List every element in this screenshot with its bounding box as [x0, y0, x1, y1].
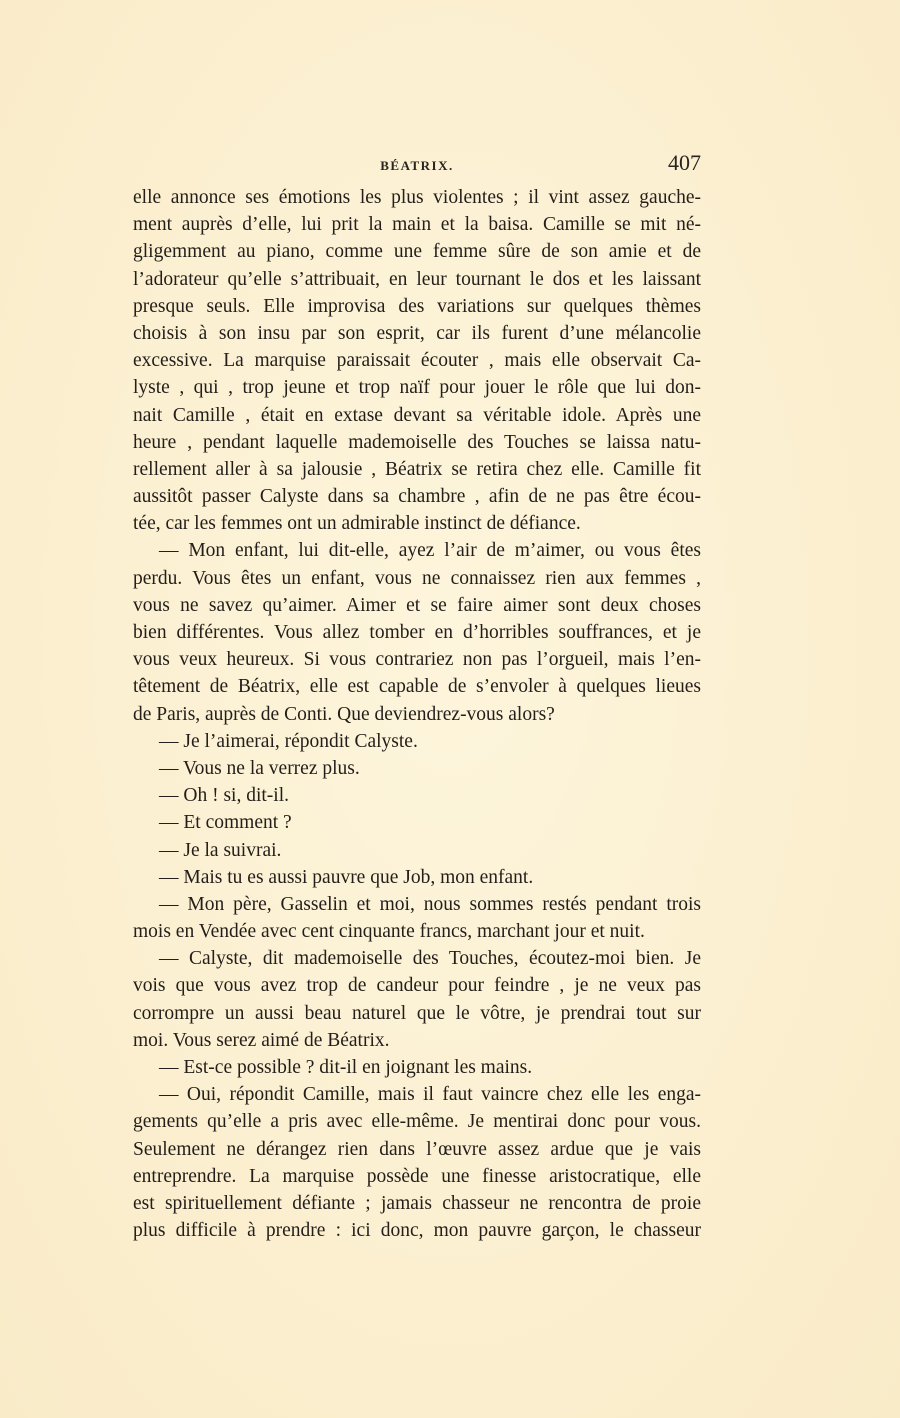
text-line: — Oui, répondit Camille, mais il faut vaincre chez elle les enga- [159, 1084, 701, 1106]
text-line: — Je la suivrai. [159, 839, 282, 861]
text-line: entreprendre. La marquise possède une finesse aristocratique, elle [133, 1165, 701, 1187]
text-line: rellement aller à sa jalousie , Béatrix se retira chez elle. Camille fit [133, 458, 701, 480]
page-header [133, 150, 701, 178]
text-line: — Je l’aimerai, répondit Calyste. [159, 730, 418, 752]
text-line: — Mon enfant, lui dit-elle, ayez l’air de m’aimer, ou vous êtes [159, 540, 701, 562]
text-line: — Oh ! si, dit-il. [159, 785, 289, 807]
text-line: — Calyste, dit mademoiselle des Touches, écoutez-moi bien. Je [159, 948, 701, 970]
text-line: moi. Vous serez aimé de Béatrix. [133, 1029, 390, 1051]
text-line: tée, car les femmes ont un admirable instinct de défiance. [133, 513, 581, 535]
text-line: lyste , qui , trop jeune et trop naïf pour jouer le rôle que lui don- [133, 377, 701, 399]
text-line: ment auprès d’elle, lui prit la main et la baisa. Camille se mit né- [133, 214, 701, 236]
text-line: elle annonce ses émotions les plus violentes ; il vint assez gauche- [133, 187, 701, 208]
text-line: — Est-ce possible ? dit-il en joignant les mains. [159, 1057, 533, 1078]
text-line: perdu. Vous êtes un enfant, vous ne connaissez rien aux femmes , [133, 567, 701, 589]
text-line: est spirituellement défiante ; jamais chasseur ne rencontra de proie [133, 1192, 701, 1214]
text-line: mois en Vendée avec cent cinquante francs, marchant jour et nuit. [133, 921, 645, 943]
text-line: l’adorateur qu’elle s’attribuait, en leur tournant le dos et les laissant [133, 268, 701, 290]
text-line: excessive. La marquise paraissait écouter , mais elle observait Ca- [133, 350, 701, 372]
text-line: choisis à son insu par son esprit, car ils furent d’une mélancolie [133, 322, 701, 344]
text-line: — Et comment ? [159, 812, 292, 834]
text-line: aussitôt passer Calyste dans sa chambre , afin de ne pas être écou- [133, 486, 701, 508]
text-line: de Paris, auprès de Conti. Que deviendrez-vous alors? [133, 703, 555, 725]
text-line: plus difficile à prendre : ici donc, mon pauvre garçon, le chasseur [133, 1220, 701, 1242]
text-line: — Vous ne la verrez plus. [159, 757, 360, 779]
text-line: bien différentes. Vous allez tomber en d’horribles souffrances, et je [133, 622, 701, 643]
text-line: corrompre un aussi beau naturel que le vôtre, je prendrai tout sur [133, 1002, 701, 1024]
text-line: gligemment au piano, comme une femme sûre de son amie et de [133, 241, 701, 263]
running-title: BÉATRIX. [380, 158, 454, 173]
text-line: — Mon père, Gasselin et moi, nous sommes restés pendant trois [159, 893, 701, 915]
text-line: gements qu’elle a pris avec elle-même. Je mentirai donc pour vous. [133, 1111, 701, 1133]
text-line: vous veux heureux. Si vous contrariez non pas l’orgueil, mais l’en- [133, 649, 701, 671]
text-line: presque seuls. Elle improvisa des variations sur quelques thèmes [133, 295, 701, 317]
text-line: heure , pendant laquelle mademoiselle des Touches se laissa natu- [133, 431, 701, 453]
body-text [133, 184, 701, 1244]
text-line: — Mais tu es aussi pauvre que Job, mon enfant. [159, 866, 534, 888]
text-line: Seulement ne dérangez rien dans l’œuvre assez ardue que je vais [133, 1138, 701, 1160]
text-line: vous ne savez qu’aimer. Aimer et se faire aimer sont deux choses [133, 594, 701, 616]
text-line: vois que vous avez trop de candeur pour feindre , je ne veux pas [133, 975, 701, 997]
text-line: nait Camille , était en extase devant sa véritable idole. Après une [133, 404, 701, 426]
text-line: têtement de Béatrix, elle est capable de s’envoler à quelques lieues [133, 676, 701, 698]
page-number: 407 [668, 150, 701, 175]
